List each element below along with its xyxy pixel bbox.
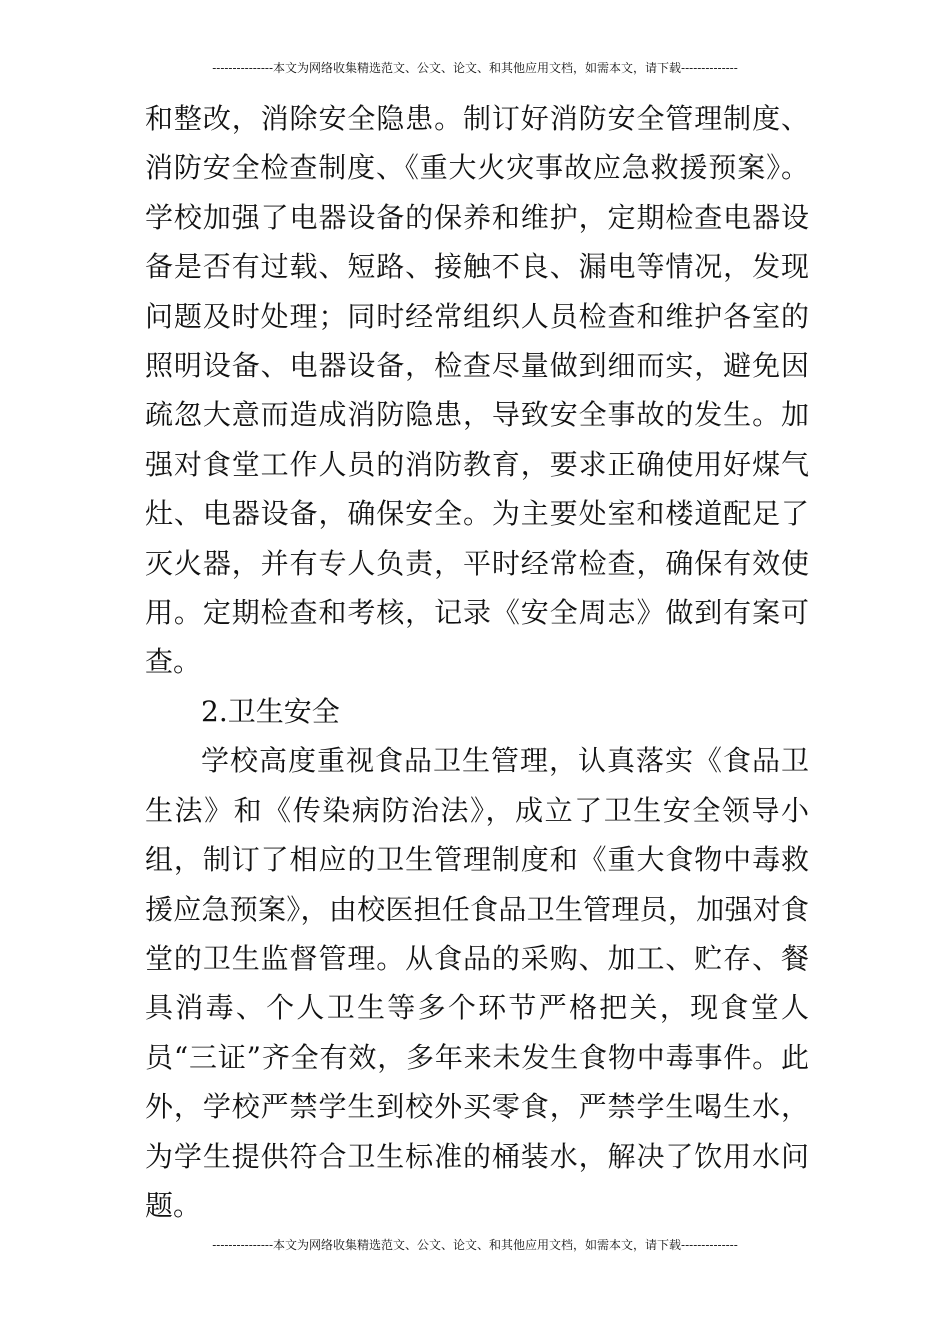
page-footer: ---------------本文为网络收集精选范文、公文、论文、和其他应用文档，如需本文，请下载-------------- bbox=[212, 1238, 738, 1252]
section-heading-hygiene-safety: 2.卫生安全 bbox=[201, 694, 340, 728]
page-header: ---------------本文为网络收集精选范文、公文、论文、和其他应用文档，如需本文，请下载-------------- bbox=[212, 61, 738, 75]
paragraph-fire-safety: 和整改，消除安全隐患。制订好消防安全管理制度、消防安全检查制度、《重大火灾事故应急救援预案》。学校加强了电器设备的保养和维护，定期检查电器设备是否有过载、短路、接触不良、漏电等情况，发现问题及时处理；同时经常组织人员检查和维护各室的照明设备、电器设备，检查尽量做到细而实，避免因疏忽大意而造成消防隐患，导致安全事故的发生。加强对食堂工作人员的消防教育，要求正确使用好煤气灶、电器设备，确保安全。为主要处室和楼道配足了灭火器，并有专人负责，平时经常检查，确保有效使用。定期检查和考核，记录《安全周志》做到有案可查。 bbox=[145, 102, 809, 679]
document-body bbox=[145, 94, 809, 1230]
paragraph-hygiene-safety: 学校高度重视食品卫生管理，认真落实《食品卫生法》和《传染病防治法》，成立了卫生安全领导小组，制订了相应的卫生管理制度和《重大食物中毒救援应急预案》，由校医担任食品卫生管理员，加强对食堂的卫生监督管理。从食品的采购、加工、贮存、餐具消毒、个人卫生等多个环节严格把关，现食堂人员“三证”齐全有效，多年来未发生食物中毒事件。此外，学校严禁学生到校外买零食，严禁学生喝生水，为学生提供符合卫生标准的桶装水，解决了饮用水问题。 bbox=[145, 744, 809, 1222]
